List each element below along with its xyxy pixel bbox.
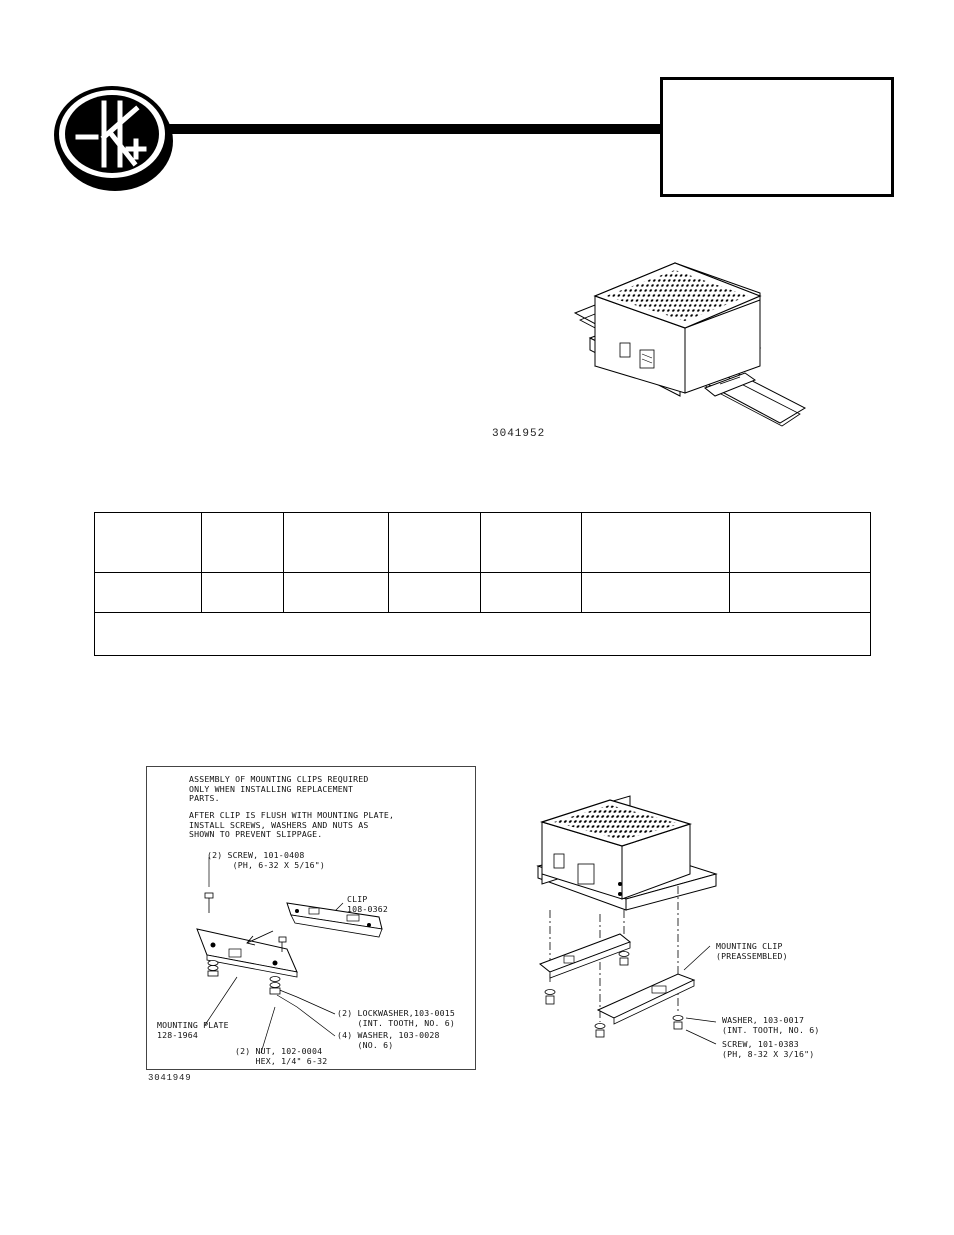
figure-top-id: 3041952 [492,428,546,440]
table-cell [389,513,481,573]
callout-lockwasher: (2) LOCKWASHER,103-0015 (INT. TOOTH, NO. 6) [337,1008,455,1028]
table-cell [481,573,582,613]
table-cell [730,513,871,573]
assembly-note-2: AFTER CLIP IS FLUSH WITH MOUNTING PLATE, INSTALL SCREWS, WASHERS AND NUTS AS SHOWN TO PREVENT SLIPPAGE. [189,810,395,840]
table-cell [202,573,284,613]
table-note-row [95,613,871,656]
assembly-note-1: ASSEMBLY OF MOUNTING CLIPS REQUIRED ONLY WHEN INSTALLING REPLACEMENT PARTS. [189,774,369,804]
callout-screw: (2) SCREW, 101-0408 (PH, 6-32 X 5/16") [207,850,325,870]
table-cell [284,573,389,613]
table-cell [582,513,730,573]
battery-charger-module-icon [570,258,830,438]
figure-charger-on-rail [480,258,840,448]
figure-clip-assembly [146,766,476,1070]
table-row [95,573,871,613]
table-cell [284,513,389,573]
callout-mounting-clip: MOUNTING CLIP (PREASSEMBLED) [716,941,788,961]
table-cell [202,513,284,573]
callout-nut: (2) NUT, 102-0004 HEX, 1/4" 6-32 [235,1046,328,1066]
title-box [660,77,894,197]
callout-clip: CLIP 108-0362 [347,894,389,914]
callout-washer-right: WASHER, 103-0017 (INT. TOOTH, NO. 6) [722,1015,820,1035]
table-note-cell [95,613,871,656]
clip-assembly-drawing [147,767,475,1069]
kohler-logo-icon [52,85,176,193]
spec-table [94,512,871,656]
table-cell [481,513,582,573]
table-cell [95,573,202,613]
callout-screw-right: SCREW, 101-0383 (PH, 8-32 X 3/16") [722,1039,815,1059]
figure-exploded-mounting [520,774,850,1074]
header-rule [168,124,662,134]
table-cell [389,573,481,613]
callout-washer: (4) WASHER, 103-0028 (NO. 6) [337,1030,440,1050]
table-cell [582,573,730,613]
table-cell [95,513,202,573]
page-header [0,0,954,210]
table-cell [730,573,871,613]
callout-plate: MOUNTING PLATE 128-1964 [157,1020,229,1040]
table-header-row [95,513,871,573]
figure-left-id: 3041949 [148,1073,192,1083]
